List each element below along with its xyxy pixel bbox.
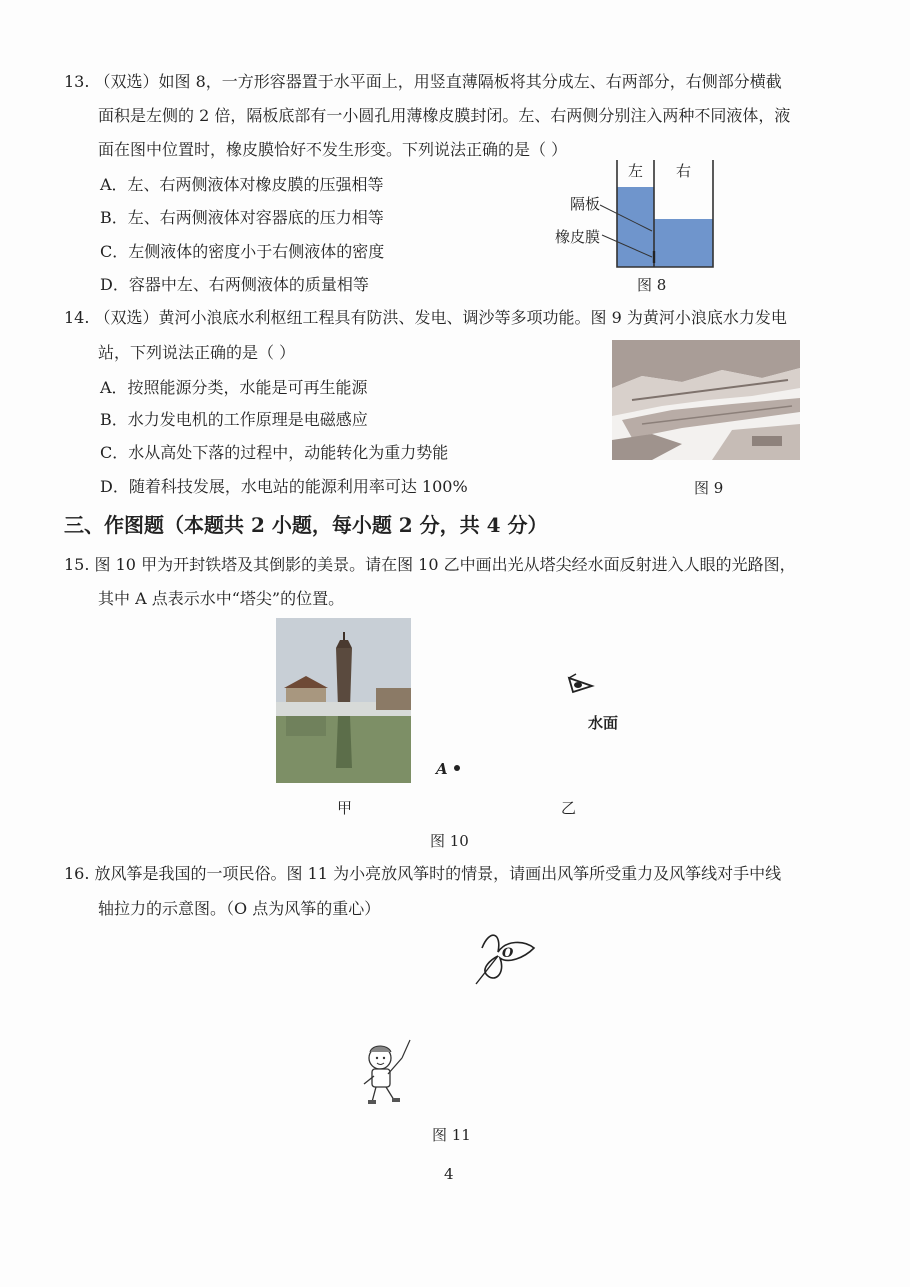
q14-option-b: B．水力发电机的工作原理是电磁感应 [100, 410, 368, 429]
q14-option-a: A．按照能源分类，水能是可再生能源 [100, 378, 368, 397]
fig8-partition-label: 隔板 [570, 195, 601, 213]
q13-option-c: C．左侧液体的密度小于右侧液体的密度 [100, 242, 385, 261]
point-a-label: A [436, 760, 448, 778]
boy-flying-kite-drawing [358, 1036, 418, 1111]
section-3-title: 三、作图题（本题共 2 小题，每小题 2 分，共 4 分） [64, 513, 548, 537]
fig8-left-label: 左 [628, 162, 644, 180]
q14-line-2: 站，下列说法正确的是（ ） [98, 343, 296, 362]
q14-option-d: D．随着科技发展，水电站的能源利用率可达 100% [100, 477, 468, 496]
q13-line-1: 13. （双选）如图 8，一方形容器置于水平面上，用竖直薄隔板将其分成左、右两部分，右侧部分横截 [64, 72, 782, 91]
fig8-membrane-label: 橡皮膜 [555, 228, 601, 246]
q13-option-b: B．左、右两侧液体对容器底的压力相等 [100, 208, 384, 227]
fig10-caption: 图 10 [430, 832, 469, 850]
fig8-right-label: 右 [676, 162, 692, 180]
right-liquid [654, 219, 713, 267]
figure-10-tower-photo [276, 618, 411, 783]
page-number: 4 [444, 1165, 454, 1183]
q13-line-2: 面积是左侧的 2 倍，隔板底部有一小圆孔用薄橡皮膜封闭。左、右两侧分别注入两种不同液体，液 [98, 106, 791, 125]
figure-9-dam-photo [612, 340, 800, 460]
fig11-caption: 图 11 [432, 1126, 471, 1144]
q13-line-3: 面在图中位置时，橡皮膜恰好不发生形变。下列说法正确的是（ ） [98, 140, 568, 159]
fig10-label-yi: 乙 [561, 799, 577, 817]
fig8-caption: 图 8 [637, 276, 667, 294]
q15-line-1: 15. 图 10 甲为开封铁塔及其倒影的美景。请在图 10 乙中画出光从塔尖经水面反射进入人眼的光路图， [64, 555, 796, 574]
fig9-caption: 图 9 [694, 479, 724, 497]
q16-line-2: 轴拉力的示意图。（O 点为风筝的重心） [98, 899, 381, 918]
q14-line-1: 14. （双选）黄河小浪底水利枢纽工程具有防洪、发电、调沙等多项功能。图 9 为黄河小浪底水力发电 [64, 308, 787, 327]
point-a-dot [452, 763, 462, 773]
q14-option-c: C．水从高处下落的过程中，动能转化为重力势能 [100, 443, 449, 462]
water-surface-label: 水面 [588, 714, 619, 732]
q16-line-1: 16. 放风筝是我国的一项民俗。图 11 为小亮放风筝时的情景，请画出风筝所受重力及风筝线对手中线 [64, 864, 782, 883]
figure-10-eye-icon [566, 670, 596, 696]
q15-line-2: 其中 A 点表示水中“塔尖”的位置。 [98, 589, 345, 608]
point-o-label: O [502, 946, 514, 961]
q13-option-d: D．容器中左、右两侧液体的质量相等 [100, 275, 369, 294]
q13-option-a: A．左、右两侧液体对橡皮膜的压强相等 [100, 175, 384, 194]
fig10-label-jia: 甲 [337, 799, 353, 817]
